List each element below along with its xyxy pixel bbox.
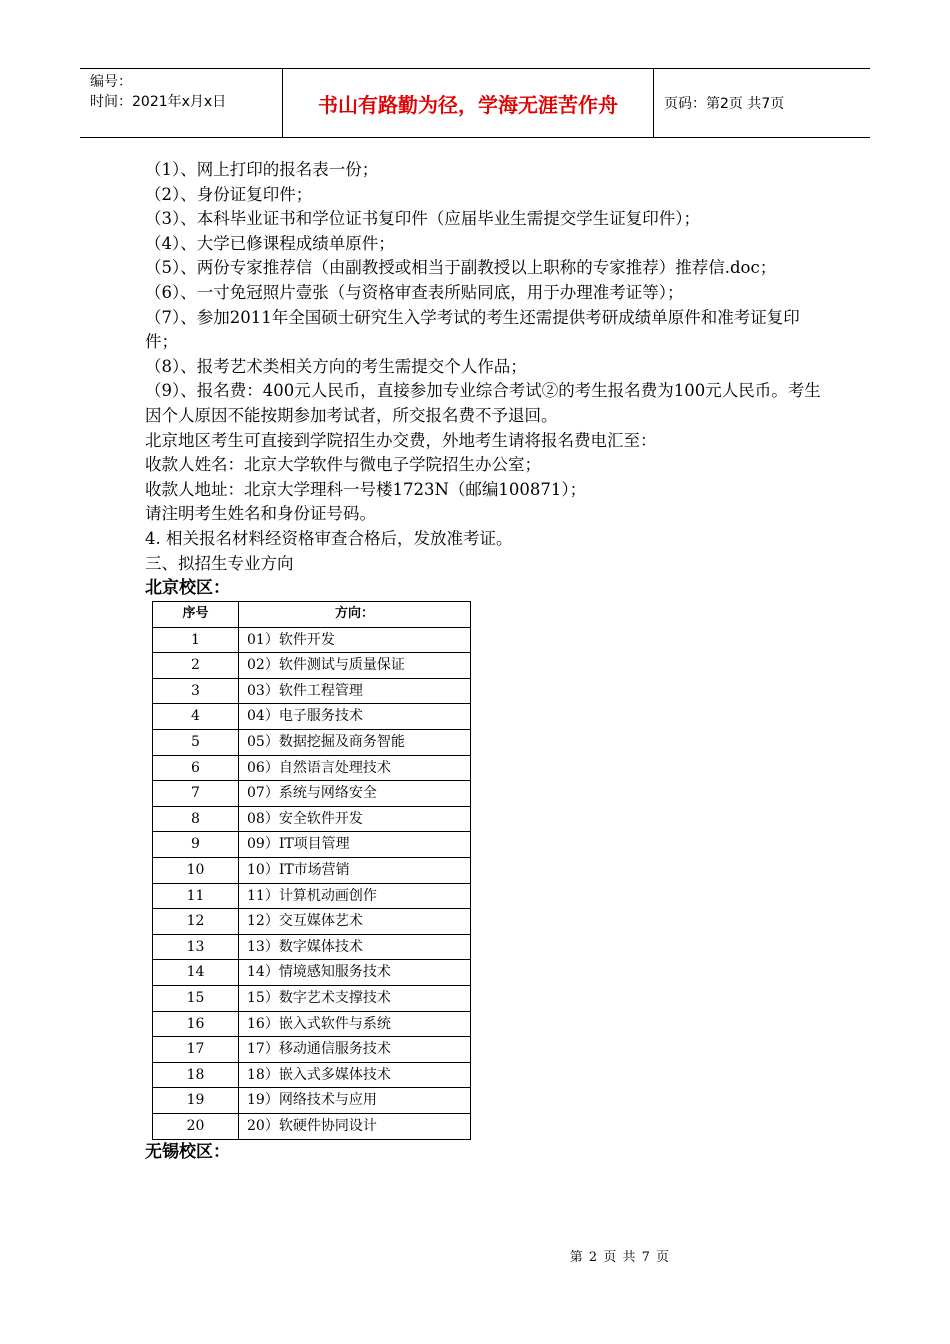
table-row xyxy=(153,627,471,653)
row-number: 2 xyxy=(153,653,239,679)
paragraph: （2）、身份证复印件； xyxy=(145,184,313,204)
table-row xyxy=(153,653,471,679)
row-direction: 13）数字媒体技术 xyxy=(239,934,471,960)
row-direction: 09）IT项目管理 xyxy=(239,832,471,858)
table-row xyxy=(153,730,471,756)
header-meta xyxy=(80,69,282,137)
footer-page-number: 第 2 页 共 7 页 xyxy=(569,1250,670,1265)
paragraph: 收款人地址：北京大学理科一号楼1723N（邮编100871）； xyxy=(145,479,587,499)
table-row xyxy=(153,755,471,781)
row-direction: 08）安全软件开发 xyxy=(239,806,471,832)
row-number: 1 xyxy=(153,627,239,653)
table-row xyxy=(153,986,471,1012)
row-direction: 15）数字艺术支撑技术 xyxy=(239,986,471,1012)
table-row xyxy=(153,704,471,730)
table-row xyxy=(153,960,471,986)
row-direction: 06）自然语言处理技术 xyxy=(239,755,471,781)
paragraph: （3）、本科毕业证书和学位证书复印件（应届毕业生需提交学生证复印件）； xyxy=(145,209,700,229)
paragraph: 北京地区考生可直接到学院招生办交费，外地考生请将报名费电汇至： xyxy=(145,430,657,450)
row-number: 7 xyxy=(153,781,239,807)
table-row xyxy=(153,1113,471,1139)
row-direction: 10）IT市场营销 xyxy=(239,858,471,884)
row-direction: 05）数据挖掘及商务智能 xyxy=(239,730,471,756)
row-direction: 11）计算机动画创作 xyxy=(239,883,471,909)
table-row xyxy=(153,1088,471,1114)
table-row xyxy=(153,832,471,858)
row-direction: 07）系统与网络安全 xyxy=(239,781,471,807)
row-direction: 01）软件开发 xyxy=(239,627,471,653)
row-number: 16 xyxy=(153,1011,239,1037)
row-direction: 03）软件工程管理 xyxy=(239,678,471,704)
row-direction: 17）移动通信服务技术 xyxy=(239,1037,471,1063)
page-footer xyxy=(0,1246,950,1265)
paragraph: （9）、报名费：400元人民币，直接参加专业综合考试②的考生报名费为100元人民币。考生因个人原因不能按期参加考试者，所交报名费不予退回。 xyxy=(145,381,821,425)
document-number: 编号： xyxy=(90,74,132,90)
row-number: 17 xyxy=(153,1037,239,1063)
row-number: 3 xyxy=(153,678,239,704)
paragraph: （1）、网上打印的报名表一份； xyxy=(145,160,379,179)
paragraph: 请注明考生姓名和身份证号码。 xyxy=(145,504,376,524)
row-direction: 16）嵌入式软件与系统 xyxy=(239,1011,471,1037)
table-header-row xyxy=(153,602,471,628)
table-row xyxy=(153,858,471,884)
row-number: 15 xyxy=(153,986,239,1012)
row-number: 8 xyxy=(153,806,239,832)
paragraph: 4. 相关报名材料经资格审查合格后，发放准考证。 xyxy=(145,528,513,548)
row-direction: 12）交互媒体艺术 xyxy=(239,909,471,935)
beijing-directions-table xyxy=(152,601,471,1139)
row-number: 19 xyxy=(153,1088,239,1114)
table-row xyxy=(153,1037,471,1063)
paragraph: （6）、一寸免冠照片壹张（与资格审查表所贴同底，用于办理准考证等）； xyxy=(145,282,684,302)
row-number: 18 xyxy=(153,1062,239,1088)
beijing-campus-title: 北京校区： xyxy=(145,578,230,599)
column-header-number: 序号 xyxy=(153,602,239,628)
row-number: 9 xyxy=(153,832,239,858)
header-page-number: 页码：第2页 共7页 xyxy=(664,96,785,112)
paragraph: （4）、大学已修课程成绩单原件； xyxy=(145,233,395,253)
row-number: 11 xyxy=(153,883,239,909)
table-row xyxy=(153,678,471,704)
row-direction: 20）软硬件协同设计 xyxy=(239,1113,471,1139)
row-direction: 18）嵌入式多媒体技术 xyxy=(239,1062,471,1088)
wuxi-campus-title: 无锡校区： xyxy=(145,1141,230,1162)
row-number: 14 xyxy=(153,960,239,986)
row-direction: 14）情境感知服务技术 xyxy=(239,960,471,986)
row-number: 12 xyxy=(153,909,239,935)
table-row xyxy=(153,806,471,832)
row-number: 5 xyxy=(153,730,239,756)
paragraph: （7）、参加2011年全国硕士研究生入学考试的考生还需提供考研成绩单原件和准考证复印件； xyxy=(145,307,800,352)
row-number: 6 xyxy=(153,755,239,781)
row-number: 20 xyxy=(153,1113,239,1139)
table-row xyxy=(153,781,471,807)
paragraph: 收款人姓名：北京大学软件与微电子学院招生办公室； xyxy=(145,455,541,475)
document-time: 时间：2021年x月x日 xyxy=(90,94,227,110)
table-row xyxy=(153,934,471,960)
row-number: 4 xyxy=(153,704,239,730)
table-row xyxy=(153,1062,471,1088)
row-number: 10 xyxy=(153,858,239,884)
table-row xyxy=(153,1011,471,1037)
document-body xyxy=(145,158,825,1164)
paragraph: （8）、报考艺术类相关方向的考生需提交个人作品； xyxy=(145,356,527,376)
page-header xyxy=(80,68,870,138)
row-direction: 02）软件测试与质量保证 xyxy=(239,653,471,679)
section-heading: 三、拟招生专业方向 xyxy=(145,553,294,573)
table-body xyxy=(153,627,471,1139)
paragraph: （5）、两份专家推荐信（由副教授或相当于副教授以上职称的专家推荐）推荐信.doc； xyxy=(145,258,777,278)
row-direction: 19）网络技术与应用 xyxy=(239,1088,471,1114)
column-header-direction: 方向： xyxy=(239,602,471,628)
row-direction: 04）电子服务技术 xyxy=(239,704,471,730)
row-number: 13 xyxy=(153,934,239,960)
table-row xyxy=(153,909,471,935)
table-row xyxy=(153,883,471,909)
header-motto: 书山有路勤为径，学海无涯苦作舟 xyxy=(282,69,654,137)
